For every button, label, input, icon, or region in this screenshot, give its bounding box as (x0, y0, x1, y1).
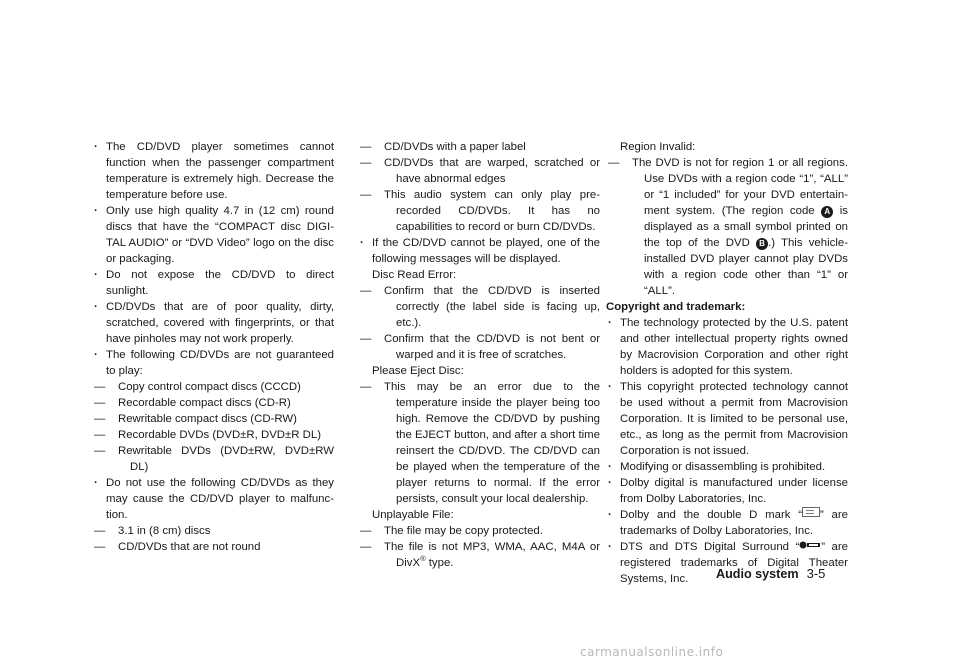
bullet-cannot-play: . If the CD/DVD cannot be played, one of the following messages will be displayed. (358, 235, 600, 267)
page-number: 3-5 (806, 566, 826, 581)
do-not-use-list (92, 523, 334, 555)
list-item: — Confirm that the CD/DVD is not bent or warped and it is free of scratches. (372, 331, 600, 363)
watermark: carmanualsonline.info (580, 645, 724, 659)
column-3 (606, 139, 848, 587)
bullet-no-modifying: . Modifying or disassembling is prohibited. (606, 459, 848, 475)
not-guaranteed-list (92, 379, 334, 475)
region-invalid-list (606, 155, 848, 299)
list-item: — The file is not MP3, WMA, AAC, M4A or DivX® type. (372, 539, 600, 571)
section-name: Audio system (716, 567, 799, 581)
bullet-poor-quality: . CD/DVDs that are of poor quality, dirty, scratched, covered with fingerprints, or that have pinholes may not work properly. (92, 299, 334, 347)
label-unplayable-file: Unplayable File: (372, 509, 454, 521)
bullet-dolby-license: . Dolby digital is manufactured under license from Dolby Laboratories, Inc. (606, 475, 848, 507)
bullet-sunlight: . Do not expose the CD/DVD to direct sunlight. (92, 267, 334, 299)
bullet-dolby-trademark: . Dolby and the double D mark “ ” are trademarks of Dolby Laboratories, Inc. (606, 507, 848, 539)
dolby-double-d-logo-icon (802, 507, 820, 517)
label-please-eject: Please Eject Disc: (372, 365, 464, 377)
list-item: — The file may be copy protected. (372, 523, 600, 539)
list-item: — This may be an error due to the temperature inside the player being too high. Remove the CD/DVD by pushing the EJECT button, and after a short time reinsert the CD/DVD. The CD/DVD can be played when the temperature of the player returns to normal. If the error persists, consult your local dealership. (372, 379, 600, 507)
bullet-high-temperature: . The CD/DVD player sometimes cannot function when the passenger compartment temperature is extremely high. Decrease the temperature before use. (92, 139, 334, 203)
section-heading: Copyright and trademark: (606, 301, 746, 313)
label-region-invalid: Region Invalid: (620, 141, 696, 153)
list-item: — The DVD is not for region 1 or all regions. Use DVDs with a region code “1”, “ALL” or “1 included” for your DVD entertain-ment system. (The region code A is displayed as a small symbol printed on the top of the DVD B .) This vehicle-installed DVD player cannot play DVDs with a region code other than “1” or “ALL”. (620, 155, 848, 299)
list-item: — Copy control compact discs (CCCD) (106, 379, 334, 395)
bullet-macrovision-patent: . The technology protected by the U.S. patent and other intellectual property rights owned by Macrovision Corporation and other right holders is adopted for this system. (606, 315, 848, 379)
dts-logo-icon (799, 541, 821, 549)
list-item: — Rewritable DVDs (DVD±RW, DVD±RW DL) (106, 443, 334, 475)
bullet-do-not-use: . Do not use the following CD/DVDs as they may cause the CD/DVD player to malfunc-tion. (92, 475, 334, 523)
region-symbol-b-icon: B (756, 238, 768, 250)
list-item: — Recordable compact discs (CD-R) (106, 395, 334, 411)
unplayable-list (358, 523, 600, 571)
list-item: — CD/DVDs that are warped, scratched or have abnormal edges (372, 155, 600, 187)
list-item: — Recordable DVDs (DVD±R, DVD±R DL) (106, 427, 334, 443)
column-1 (92, 139, 334, 555)
list-item: — Rewritable compact discs (CD-RW) (106, 411, 334, 427)
list-item: — 3.1 in (8 cm) discs (106, 523, 334, 539)
label-disc-read-error: Disc Read Error: (372, 269, 457, 281)
list-item: — This audio system can only play pre-recorded CD/DVDs. It has no capabilities to record or burn CD/DVDs. (372, 187, 600, 235)
region-symbol-a-icon: A (821, 206, 833, 218)
list-item: — CD/DVDs with a paper label (372, 139, 600, 155)
bullet-dts-trademark: . DTS and DTS Digital Surround “ ” are registered trademarks of Digital Theater Systems, Inc. (606, 539, 848, 587)
please-eject-list (358, 379, 600, 507)
list-item: — CD/DVDs that are not round (106, 539, 334, 555)
column-2 (358, 139, 600, 571)
do-not-use-list-continued (358, 139, 600, 235)
bullet-not-guaranteed: . The following CD/DVDs are not guaranteed to play: (92, 347, 334, 379)
bullet-disc-quality: . Only use high quality 4.7 in (12 cm) round discs that have the “COMPACT disc DIGI-TAL AUDIO” or “DVD Video” logo on the disc or packaging. (92, 203, 334, 267)
page-footer (716, 566, 856, 582)
list-item: — Confirm that the CD/DVD is inserted correctly (the label side is facing up, etc.). (372, 283, 600, 331)
bullet-macrovision-permit: . This copyright protected technology cannot be used without a permit from Macrovision Corporation. It is limited to be personal use, etc., as long as the permit from Macrovision Corporation is not issued. (606, 379, 848, 459)
disc-read-error-list (358, 283, 600, 363)
